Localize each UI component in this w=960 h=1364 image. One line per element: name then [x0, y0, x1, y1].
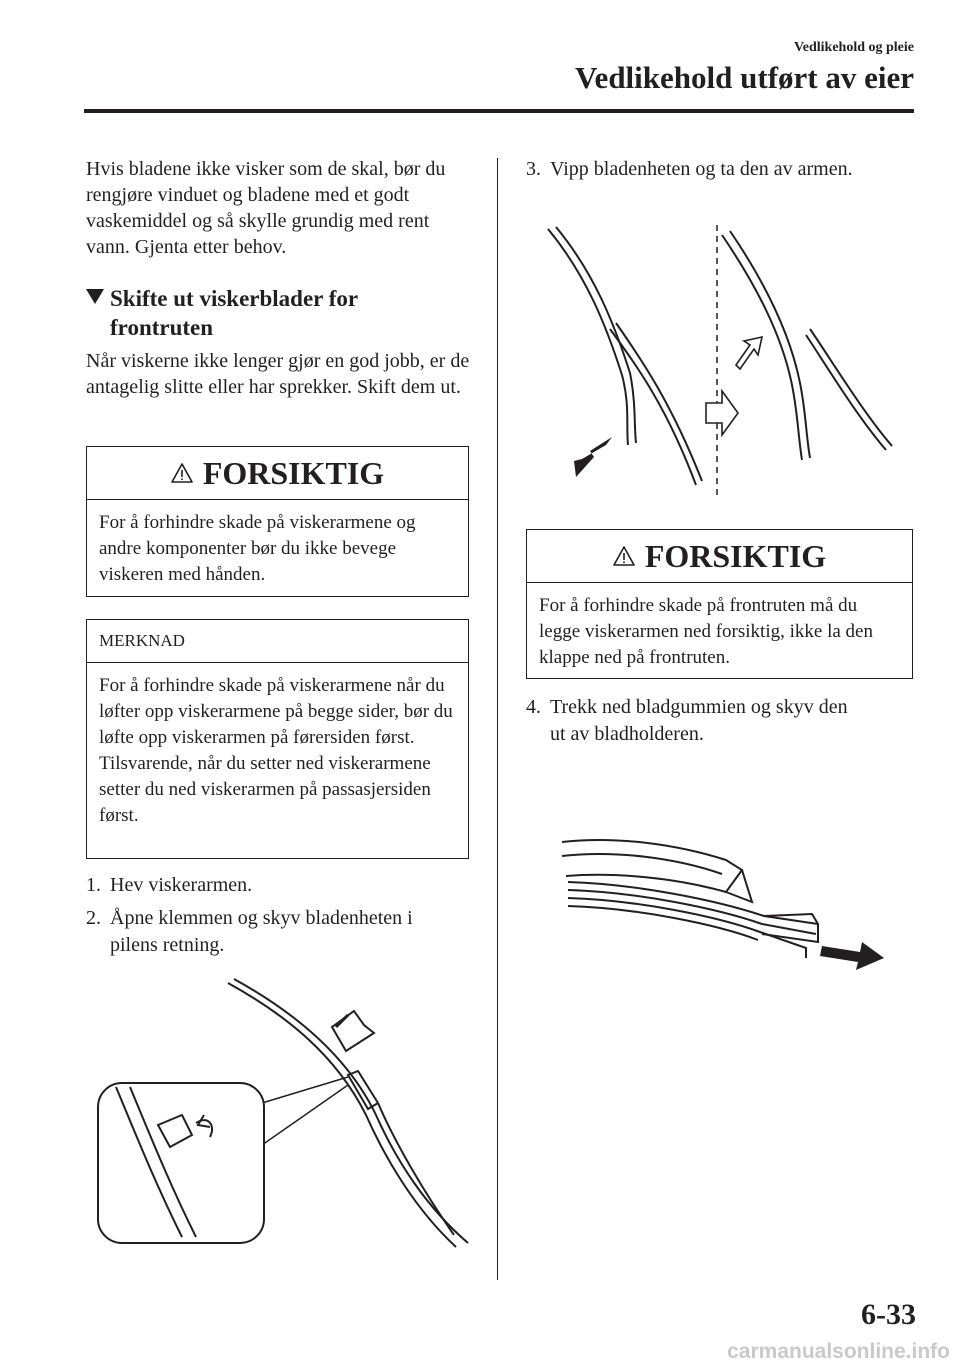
step-3-number: 3. — [526, 158, 541, 180]
step-4-line-1: Trekk ned bladgummien og skyv den — [550, 696, 848, 718]
caution-header-2 — [527, 530, 912, 583]
heading-line-1: Skifte ut viskerblader for — [110, 286, 359, 311]
warning-triangle-icon — [613, 545, 635, 567]
step-4 — [526, 694, 918, 748]
note-title: MERKNAD — [87, 620, 468, 663]
step-2-line-2: pilens retning. — [110, 934, 225, 956]
step-1-text: Hev viskerarmen. — [110, 874, 253, 896]
section-triangle-icon — [86, 289, 104, 304]
blade-removal-illustration — [526, 215, 906, 500]
step-4-line-2: ut av bladholderen. — [550, 723, 704, 745]
step-4-number: 4. — [526, 696, 541, 718]
caution-box-2 — [526, 529, 913, 679]
caution-title-1: FORSIKTIG — [202, 454, 385, 491]
section-label: Vedlikehold og pleie — [793, 40, 914, 55]
body-paragraph: Når viskerne ikke lenger gjør en god jobb, er de antagelig slitte eller har sprekker. Skift dem ut. — [86, 350, 470, 398]
column-divider — [497, 158, 498, 1280]
step-3 — [526, 156, 918, 183]
page-number: 6-33 — [861, 1298, 916, 1331]
intro-paragraph: Hvis bladene ikke visker som de skal, bør du rengjøre vinduet og bladene med et godt vaskemiddel og så skylle grundig med rent vann. Gjenta etter behov. — [86, 158, 446, 258]
header-rule — [84, 109, 914, 113]
step-1 — [86, 872, 478, 899]
note-box — [86, 619, 469, 859]
clip-release-illustration — [86, 975, 486, 1255]
watermark: carmanualsonline.info — [727, 1340, 950, 1363]
rubber-removal-illustration — [556, 830, 896, 980]
page-title: Vedlikehold utført av eier — [575, 60, 914, 95]
step-2 — [86, 905, 478, 959]
caution-text-1: For å forhindre skade på viskerarmene og andre komponenter bør du ikke bevege viskeren med hånden. — [99, 512, 416, 585]
warning-triangle-icon — [171, 462, 193, 484]
caution-text-2: For å forhindre skade på frontruten må du legge viskerarmen ned forsiktig, ikke la den klappe ned på frontruten. — [539, 595, 873, 668]
section-heading — [86, 284, 486, 342]
step-2-line-1: Åpne klemmen og skyv bladenheten i — [110, 907, 413, 929]
heading-line-2: frontruten — [110, 315, 214, 340]
caution-header-1 — [87, 447, 468, 500]
caution-title-2: FORSIKTIG — [644, 537, 827, 574]
step-2-number: 2. — [86, 907, 101, 929]
caution-box-1 — [86, 446, 469, 597]
step-3-text: Vipp bladenheten og ta den av armen. — [550, 158, 853, 180]
step-1-number: 1. — [86, 874, 101, 896]
note-text: For å forhindre skade på viskerarmene når du løfter opp viskerarmene på begge sider, bør du løfte opp viskerarmen på førersiden først. Tilsvarende, når du setter ned viskerarmene setter du ned viskerarmen på passasjersiden først. — [99, 675, 453, 826]
